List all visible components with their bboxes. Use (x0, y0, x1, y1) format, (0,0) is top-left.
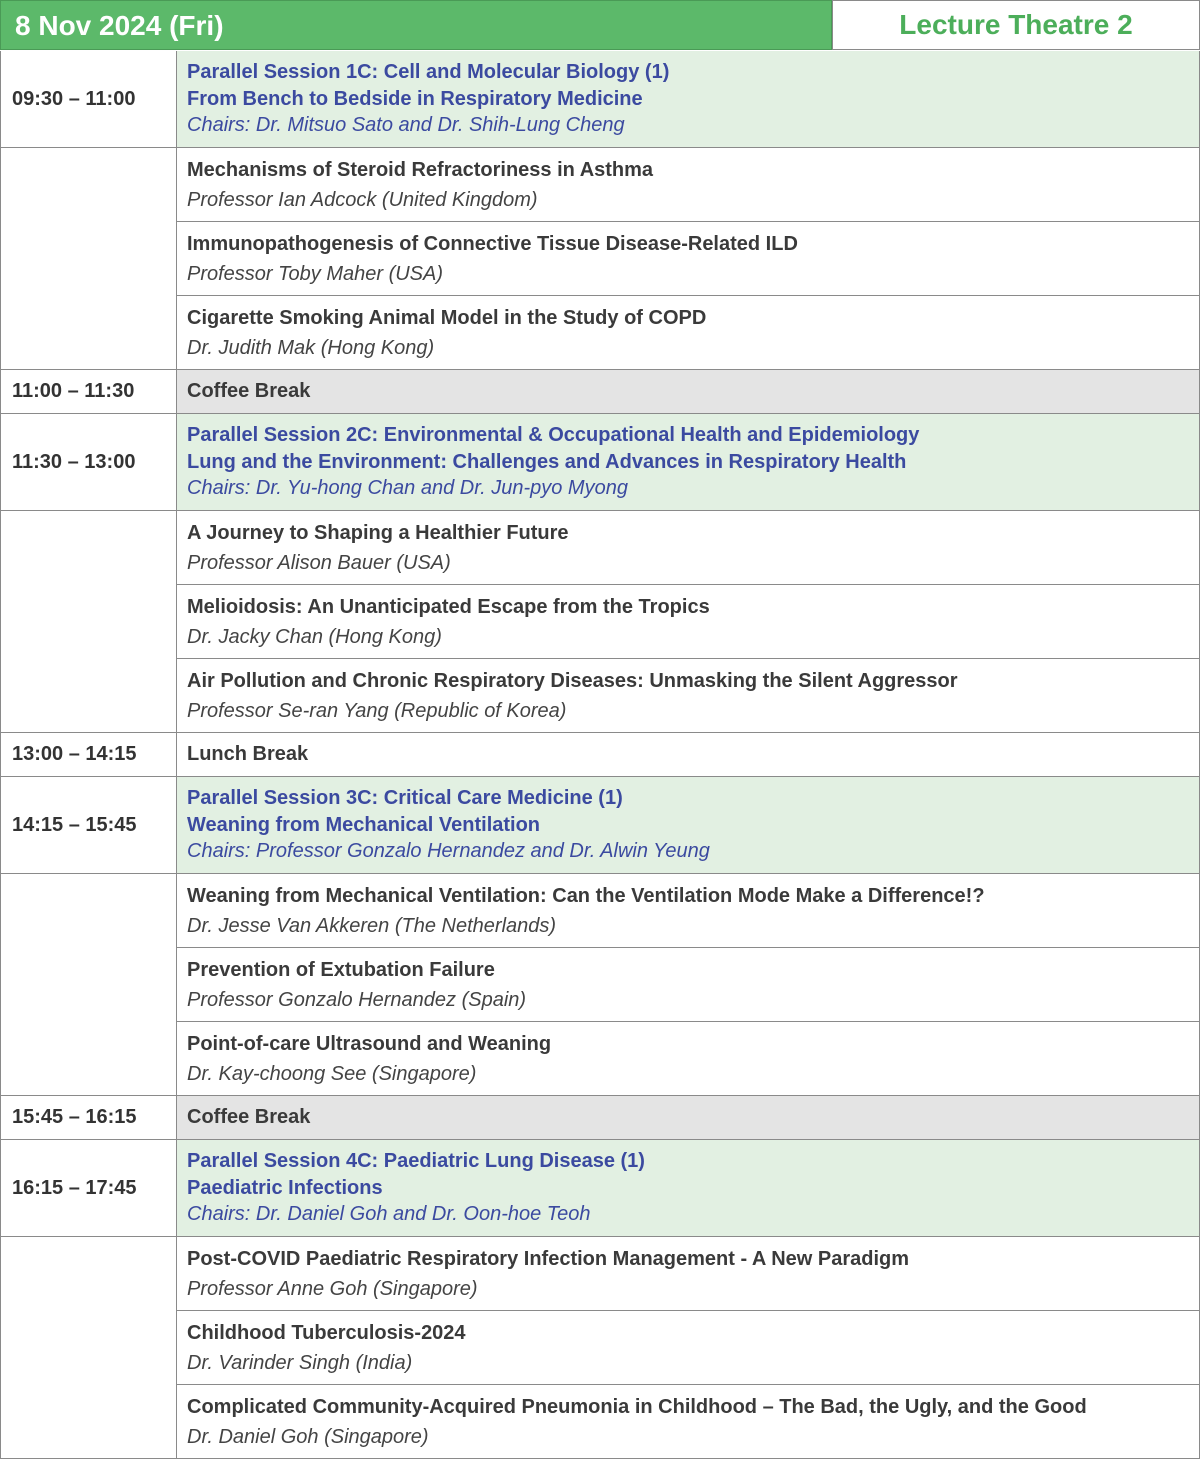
talk-title: Childhood Tuberculosis-2024 (187, 1321, 466, 1344)
break-row (0, 1096, 1200, 1140)
time-slot-empty (0, 1237, 177, 1459)
talk-title: Melioidosis: An Unanticipated Escape from the Tropics (187, 595, 710, 618)
talk-cell (177, 1385, 1200, 1459)
talk-cell (177, 948, 1200, 1022)
talk-speaker: Dr. Varinder Singh (India) (187, 1351, 413, 1374)
talk-title: Immunopathogenesis of Connective Tissue Disease-Related ILD (187, 232, 798, 255)
time-slot-empty (0, 148, 177, 370)
talk-speaker: Professor Se-ran Yang (Republic of Korea) (187, 699, 567, 722)
talk-row (0, 585, 1200, 659)
talk-speaker: Professor Alison Bauer (USA) (187, 551, 451, 574)
talk-cell (177, 511, 1200, 585)
talk-title: Air Pollution and Chronic Respiratory Diseases: Unmasking the Silent Aggressor (187, 669, 958, 692)
talk-row (0, 296, 1200, 370)
talk-speaker: Dr. Kay-choong See (Singapore) (187, 1062, 477, 1085)
talk-title: Prevention of Extubation Failure (187, 958, 495, 981)
talk-cell (177, 222, 1200, 296)
talk-cell (177, 659, 1200, 733)
talk-row (0, 148, 1200, 222)
talk-title: A Journey to Shaping a Healthier Future (187, 521, 569, 544)
break-cell (177, 370, 1200, 414)
session-subtitle: Lung and the Environment: Challenges and Advances in Respiratory Health (187, 450, 907, 473)
session-subtitle: Paediatric Infections (187, 1176, 383, 1199)
talk-speaker: Dr. Daniel Goh (Singapore) (187, 1425, 429, 1448)
session-title: Parallel Session 3C: Critical Care Medicine (1) (187, 787, 623, 810)
break-cell (177, 733, 1200, 777)
talk-title: Point-of-care Ultrasound and Weaning (187, 1032, 552, 1055)
talk-speaker: Professor Toby Maher (USA) (187, 262, 444, 285)
session-cell (177, 51, 1200, 148)
time-slot-empty (0, 874, 177, 1096)
talk-row (0, 659, 1200, 733)
session-chairs: Chairs: Dr. Yu-hong Chan and Dr. Jun-pyo Myong (187, 477, 628, 500)
time-slot: 11:00 – 11:30 (0, 370, 177, 414)
session-subtitle: From Bench to Bedside in Respiratory Medicine (187, 87, 643, 110)
talk-row (0, 1022, 1200, 1096)
talk-title: Cigarette Smoking Animal Model in the Study of COPD (187, 306, 707, 329)
time-slot: 11:30 – 13:00 (0, 414, 177, 511)
talk-cell (177, 1237, 1200, 1311)
break-label: Coffee Break (187, 1106, 311, 1128)
talk-row (0, 948, 1200, 1022)
time-slot: 15:45 – 16:15 (0, 1096, 177, 1140)
schedule-date: 8 Nov 2024 (Fri) (0, 0, 832, 50)
talk-speaker: Dr. Jesse Van Akkeren (The Netherlands) (187, 914, 557, 937)
talk-cell (177, 874, 1200, 948)
talk-cell (177, 1311, 1200, 1385)
talk-row (0, 874, 1200, 948)
session-cell (177, 777, 1200, 874)
talk-speaker: Professor Ian Adcock (United Kingdom) (187, 188, 538, 211)
session-row (0, 51, 1200, 148)
break-row (0, 733, 1200, 777)
talk-speaker: Dr. Jacky Chan (Hong Kong) (187, 625, 442, 648)
time-slot: 16:15 – 17:45 (0, 1140, 177, 1237)
session-chairs: Chairs: Professor Gonzalo Hernandez and Dr. Alwin Yeung (187, 840, 710, 863)
session-title: Parallel Session 1C: Cell and Molecular Biology (1) (187, 61, 670, 84)
break-label: Lunch Break (187, 743, 309, 765)
session-row (0, 777, 1200, 874)
talk-title: Post-COVID Paediatric Respiratory Infection Management - A New Paradigm (187, 1247, 910, 1270)
talk-row (0, 511, 1200, 585)
time-slot-empty (0, 511, 177, 733)
session-chairs: Chairs: Dr. Daniel Goh and Dr. Oon-hoe Teoh (187, 1203, 591, 1226)
break-row (0, 370, 1200, 414)
session-title: Parallel Session 4C: Paediatric Lung Disease (1) (187, 1150, 645, 1173)
session-row (0, 1140, 1200, 1237)
time-slot: 13:00 – 14:15 (0, 733, 177, 777)
talk-row (0, 1311, 1200, 1385)
talk-cell (177, 296, 1200, 370)
talk-title: Complicated Community-Acquired Pneumonia in Childhood – The Bad, the Ugly, and the Good (187, 1395, 1087, 1418)
talk-row (0, 222, 1200, 296)
talk-row (0, 1237, 1200, 1311)
break-label: Coffee Break (187, 380, 311, 402)
talk-speaker: Professor Anne Goh (Singapore) (187, 1277, 478, 1300)
talk-speaker: Dr. Judith Mak (Hong Kong) (187, 336, 435, 359)
session-subtitle: Weaning from Mechanical Ventilation (187, 813, 541, 836)
session-title: Parallel Session 2C: Environmental & Occupational Health and Epidemiology (187, 424, 920, 447)
session-cell (177, 1140, 1200, 1237)
session-chairs: Chairs: Dr. Mitsuo Sato and Dr. Shih-Lung Cheng (187, 114, 625, 137)
schedule-header (0, 0, 1200, 52)
time-slot: 14:15 – 15:45 (0, 777, 177, 874)
session-row (0, 414, 1200, 511)
talk-title: Weaning from Mechanical Ventilation: Can the Ventilation Mode Make a Difference!? (187, 884, 985, 907)
talk-cell (177, 1022, 1200, 1096)
session-cell (177, 414, 1200, 511)
talk-speaker: Professor Gonzalo Hernandez (Spain) (187, 988, 527, 1011)
talk-title: Mechanisms of Steroid Refractoriness in Asthma (187, 158, 654, 181)
talk-row (0, 1385, 1200, 1459)
venue-name: Lecture Theatre 2 (832, 0, 1200, 50)
talk-cell (177, 148, 1200, 222)
break-cell (177, 1096, 1200, 1140)
talk-cell (177, 585, 1200, 659)
time-slot: 09:30 – 11:00 (0, 51, 177, 148)
